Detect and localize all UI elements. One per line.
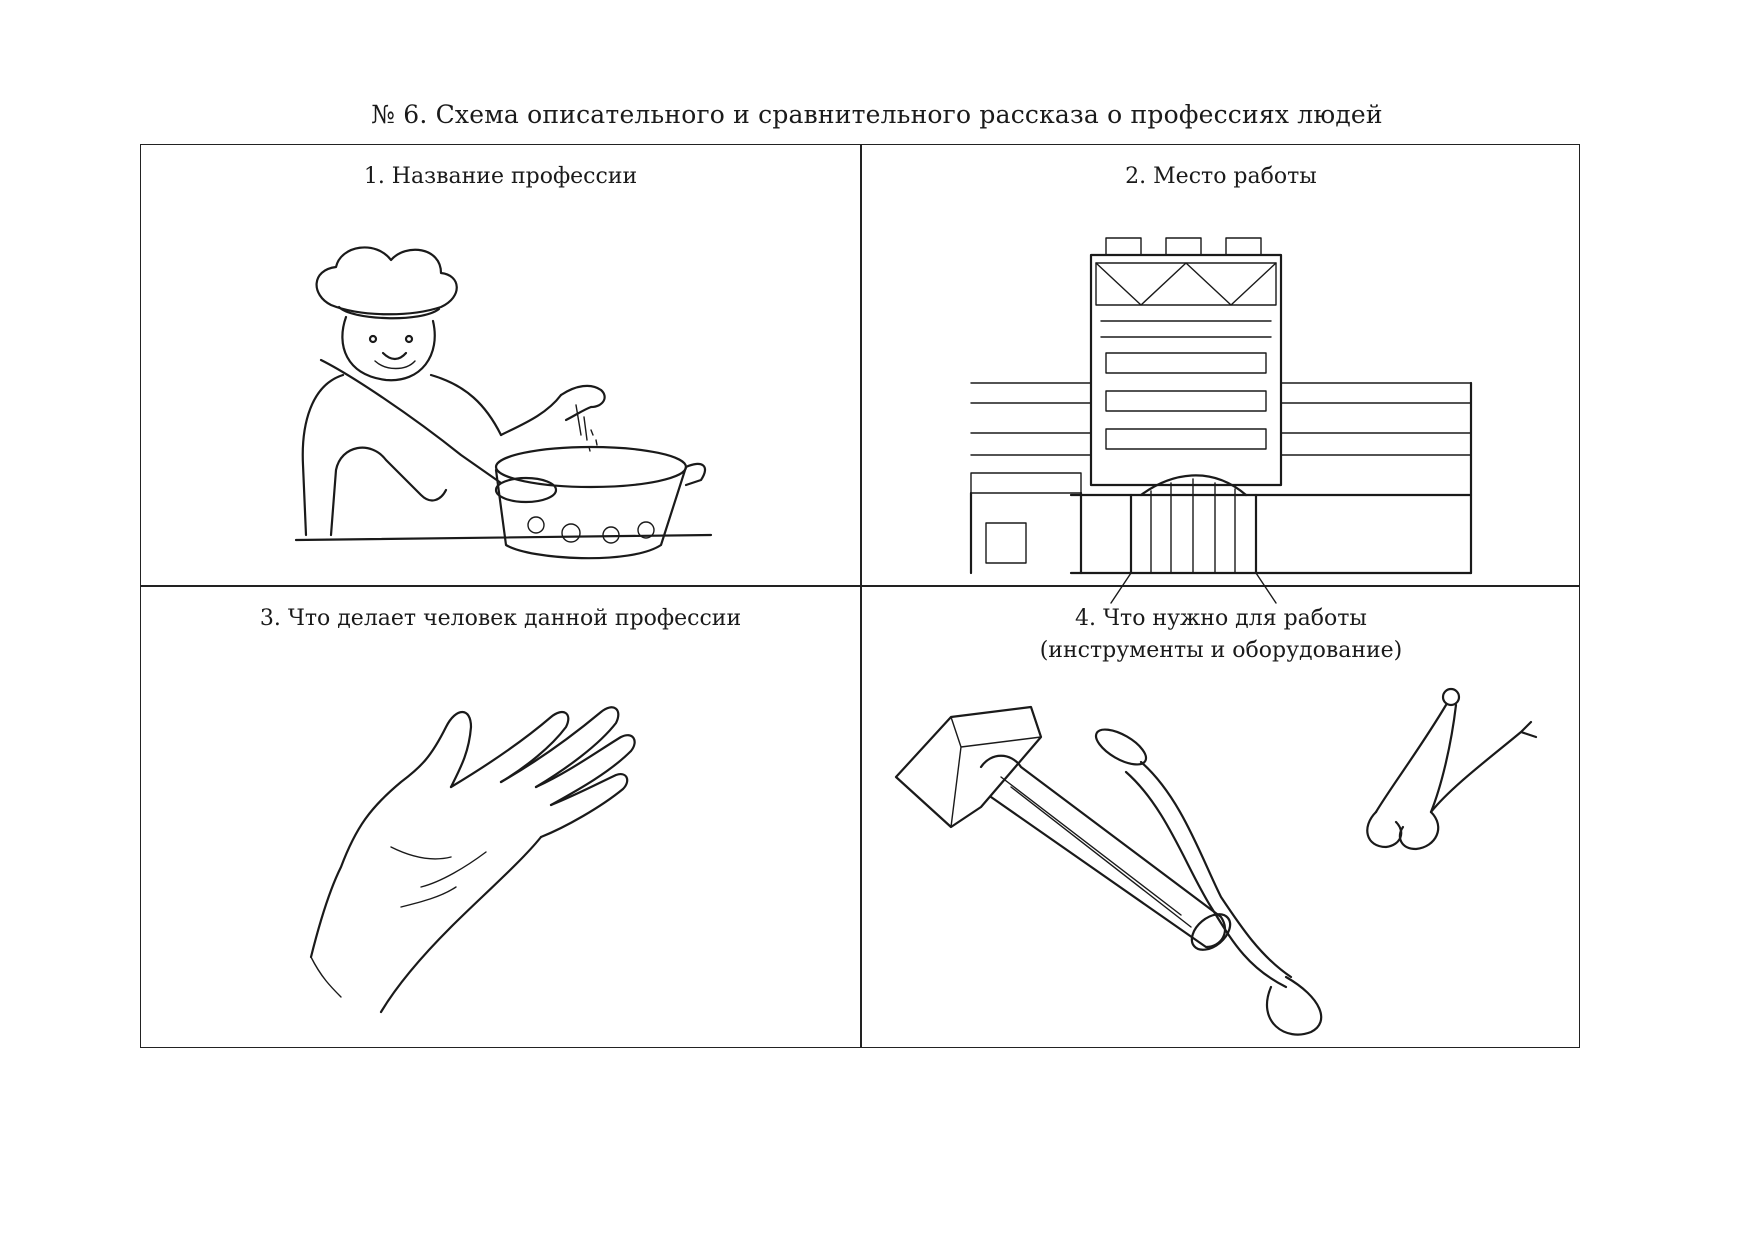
profession-scheme-grid — [140, 144, 1580, 1048]
cell-profession-name — [141, 145, 860, 585]
cell-workplace — [861, 145, 1581, 585]
cell-activity — [141, 587, 860, 1049]
cook-icon — [291, 235, 711, 565]
cell-label-activity: 3. Что делает человек данной профессии — [259, 606, 742, 631]
cell-label-workplace: 2. Место работы — [1125, 164, 1317, 189]
hammer-icon — [896, 707, 1237, 957]
hand-icon — [301, 687, 681, 1017]
pincers-icon — [1367, 689, 1536, 849]
cell-label-tools-line1: 4. Что нужно для работы — [1075, 606, 1367, 631]
cell-label-profession-name: 1. Название профессии — [363, 164, 638, 189]
cell-tools — [861, 587, 1581, 1049]
spoon-icon — [1091, 723, 1321, 1035]
factory-building-icon — [971, 233, 1471, 573]
tools-icon — [891, 677, 1551, 1037]
cell-label-tools-line2: (инструменты и оборудование) — [1039, 638, 1403, 663]
page-title: № 6. Схема описательного и сравнительного рассказа о профессиях людей — [371, 100, 1383, 129]
cell-label-tools — [861, 603, 1581, 667]
